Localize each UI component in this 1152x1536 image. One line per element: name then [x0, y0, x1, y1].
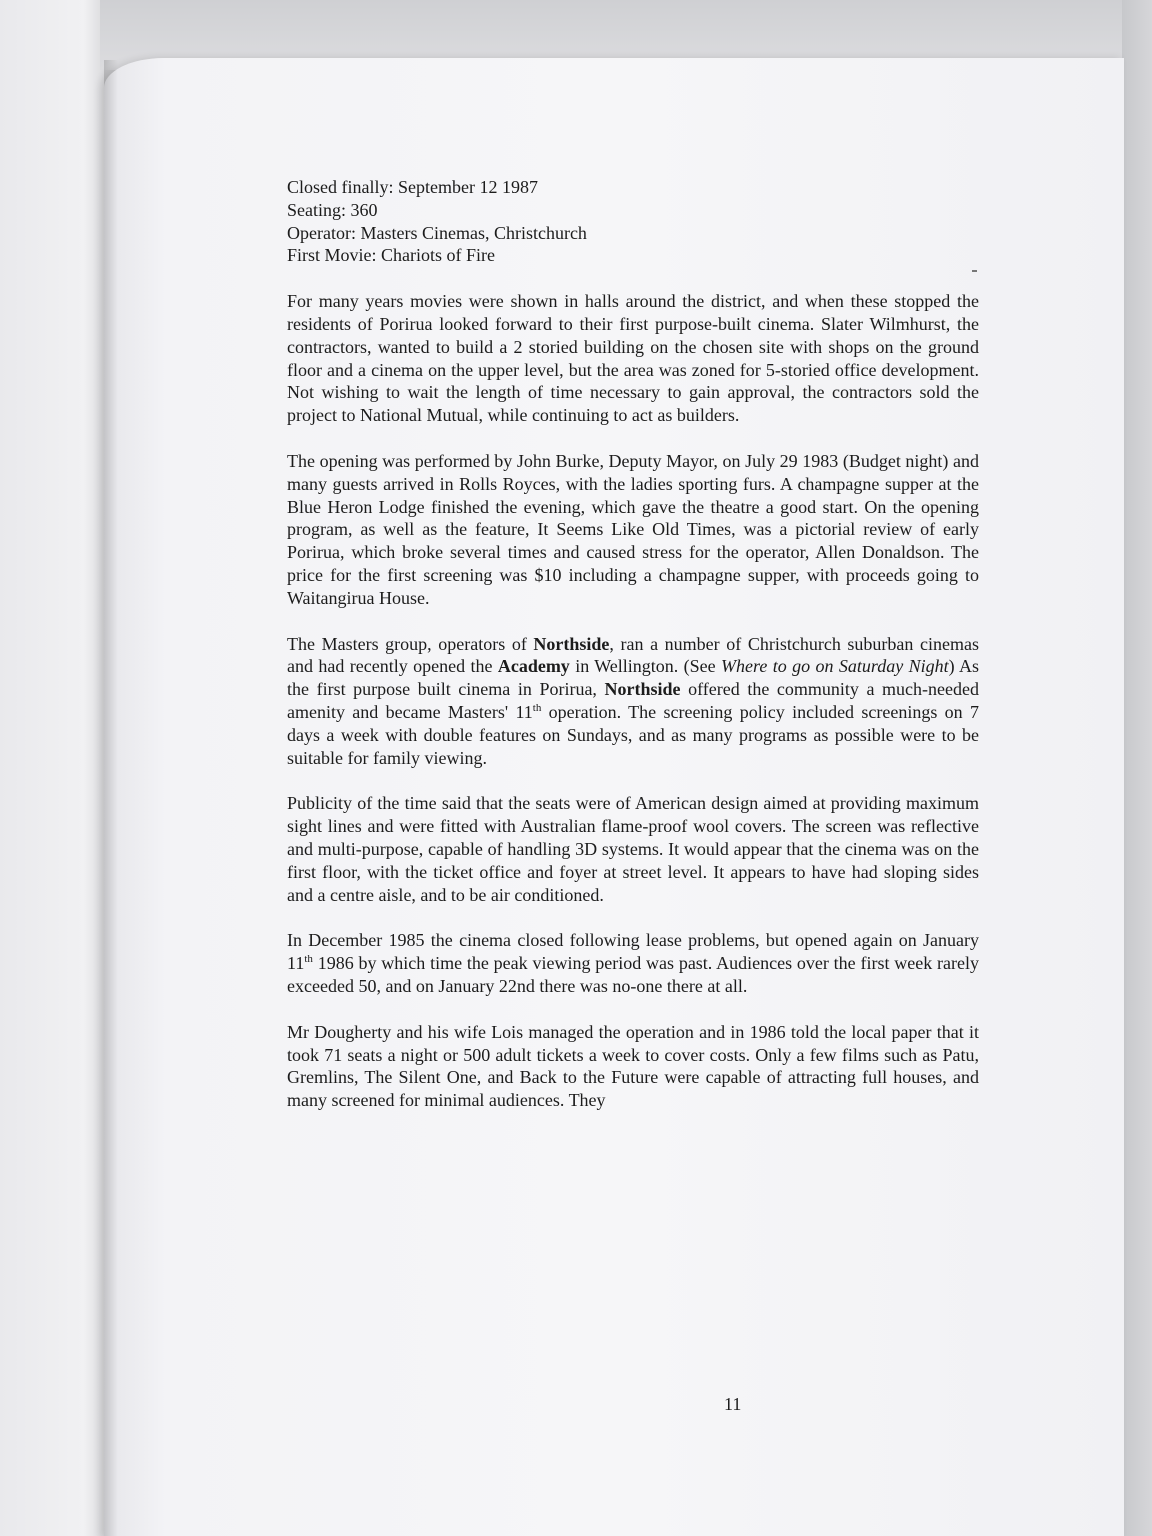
page-body [287, 176, 979, 1130]
bold-northside: Northside [604, 679, 681, 700]
text-run: In December 1985 the cinema closed following lease problems, but opened again on January 11 [287, 930, 979, 974]
cinema-details [287, 176, 979, 267]
text-run: offered the community a much-needed amenity and became Masters' 11 [287, 679, 980, 722]
text-run: , ran a number of Christchurch suburban cinemas and had recently opened the [287, 633, 979, 677]
text-run: operation. The screening policy included screenings on 7 days a week with double features on Sundays, and as many programs as possible were to be suitable for family viewing. [287, 701, 979, 768]
page-spine-shadow [104, 60, 118, 1536]
operator: Operator: Masters Cinemas, Christchurch [287, 222, 587, 243]
facing-page [0, 0, 120, 1536]
italic-reference: Where to go on Saturday Night [721, 656, 949, 677]
text-run: The Masters group, operators of [287, 633, 534, 654]
seating: Seating: 360 [287, 199, 378, 220]
paragraph-masters-group [287, 633, 979, 770]
paragraph-closure [287, 929, 979, 997]
text-run: in Wellington. (See [569, 656, 722, 677]
ordinal-suffix: th [532, 701, 542, 714]
paragraph-opening: The opening was performed by John Burke, Deputy Mayor, on July 29 1983 (Budget night) and many guests arrived in Rolls Royces, with the ladies sporting furs. A champagne supper at the Blue Heron Lodge finished the evening, which gave the theatre a good start. On the opening program, as well as the feature, It Seems Like Old Times, was a pictorial review of early Porirua, which broke several times and caused stress for the operator, Allen Donaldson. The price for the first screening was $10 including a champagne supper, with proceeds going to Waitangirua House. [287, 450, 979, 608]
text-run: 1986 by which time the peak viewing period was past. Audiences over the first week rarely exceeded 50, and on January 22nd there was no-one there at all. [287, 953, 979, 996]
paragraph-management: Mr Dougherty and his wife Lois managed the operation and in 1986 told the local paper that it took 71 seats a night or 500 adult tickets a week to cover costs. Only a few films such as Patu, Gremlins, The Silent One, and Back to the Future were capable of attracting full houses, and many screened for minimal audiences. They [287, 1021, 979, 1111]
paragraph-publicity: Publicity of the time said that the seats were of American design aimed at providing maximum sight lines and were fitted with Australian flame-proof wool covers. The screen was reflective and multi-purpose, capable of handling 3D systems. It would appear that the cinema was on the first floor, with the ticket office and foyer at street level. It appears to have had sloping sides and a centre aisle, and to be air conditioned. [287, 793, 979, 905]
background-right [1122, 0, 1152, 1536]
bold-academy: Academy [497, 656, 570, 677]
text-run: ) As the first purpose built cinema in Porirua, [287, 656, 979, 700]
paragraph-history: For many years movies were shown in halls around the district, and when these stopped the residents of Porirua looked forward to their first purpose-built cinema. Slater Wilmhurst, the contractors, wanted to build a 2 storied building on the chosen site with shops on the ground floor and a cinema on the upper level, but the area was zoned for 5-storied office development. Not wishing to wait the length of time necessary to gain approval, the contractors sold the project to National Mutual, while continuing to act as builders. [287, 291, 979, 426]
ordinal-suffix: th [304, 953, 313, 966]
first-movie: First Movie: Chariots of Fire [287, 245, 495, 266]
closed-date: Closed finally: September 12 1987 [287, 177, 538, 197]
page-number: 11 [724, 1394, 742, 1414]
bold-northside: Northside [533, 633, 610, 654]
